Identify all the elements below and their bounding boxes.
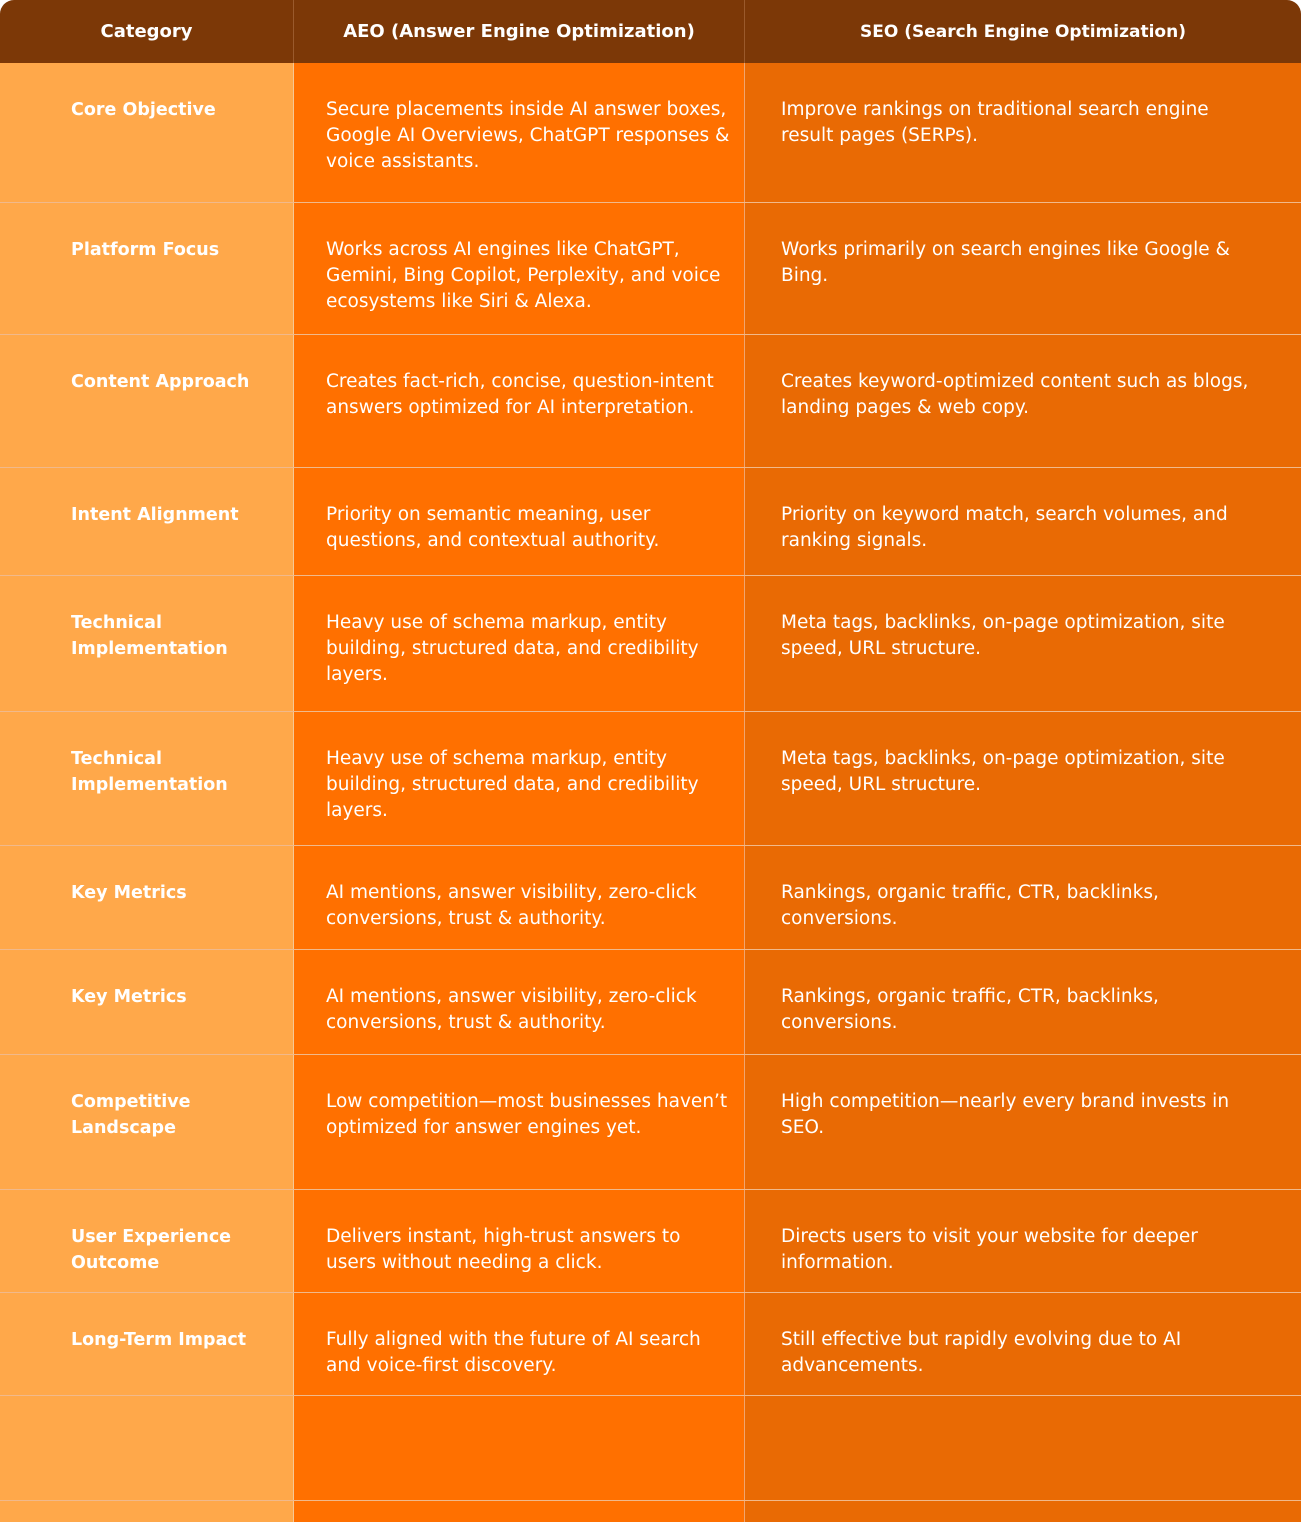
row-aeo: Delivers instant, high-trust answers to users without needing a click. (294, 1190, 745, 1292)
table-row (0, 1190, 1301, 1293)
row-seo: High competition—nearly every brand invests in SEO. (745, 1055, 1301, 1189)
row-aeo: AI mentions, answer visibility, zero-click conversions, trust & authority. (294, 846, 745, 949)
row-aeo: AI mentions, answer visibility, zero-click conversions, trust & authority. (294, 950, 745, 1054)
row-category: Long-Term Impact (0, 1293, 294, 1395)
row-category: Core Objective (0, 63, 294, 202)
row-seo (745, 1396, 1301, 1500)
row-category: Key Metrics (0, 846, 294, 949)
row-aeo: Heavy use of schema markup, entity building, structured data, and credibility layers. (294, 576, 745, 711)
header-aeo: AEO (Answer Engine Optimization) (294, 0, 745, 63)
row-seo (745, 1501, 1301, 1522)
table-header (0, 0, 1301, 63)
table-row (0, 576, 1301, 712)
table-row (0, 203, 1301, 335)
row-aeo: Low competition—most businesses haven’t optimized for answer engines yet. (294, 1055, 745, 1189)
table-row (0, 63, 1301, 203)
table-row (0, 1396, 1301, 1501)
table-row (0, 335, 1301, 468)
row-aeo (294, 1396, 745, 1500)
row-category (0, 1396, 294, 1500)
table-row (0, 468, 1301, 576)
row-aeo: Creates fact-rich, concise, question-intent answers optimized for AI interpretation. (294, 335, 745, 467)
row-category: Key Metrics (0, 950, 294, 1054)
table-row (0, 846, 1301, 950)
row-seo: Priority on keyword match, search volumes, and ranking signals. (745, 468, 1301, 575)
row-category: Intent Alignment (0, 468, 294, 575)
row-seo: Rankings, organic traffic, CTR, backlinks, conversions. (745, 950, 1301, 1054)
table-row (0, 1055, 1301, 1190)
table-row (0, 950, 1301, 1055)
row-seo: Improve rankings on traditional search engine result pages (SERPs). (745, 63, 1301, 202)
row-category: User Experience Outcome (0, 1190, 294, 1292)
row-seo: Creates keyword-optimized content such as blogs, landing pages & web copy. (745, 335, 1301, 467)
row-category: Technical Implementation (0, 712, 294, 845)
row-category (0, 1501, 294, 1522)
row-seo: Directs users to visit your website for deeper information. (745, 1190, 1301, 1292)
row-aeo (294, 1501, 745, 1522)
row-aeo: Works across AI engines like ChatGPT, Gemini, Bing Copilot, Perplexity, and voice ecosystems like Siri & Alexa. (294, 203, 745, 334)
row-seo: Meta tags, backlinks, on-page optimization, site speed, URL structure. (745, 576, 1301, 711)
row-category: Technical Implementation (0, 576, 294, 711)
row-aeo: Heavy use of schema markup, entity building, structured data, and credibility layers. (294, 712, 745, 845)
table-row (0, 1293, 1301, 1396)
row-category: Platform Focus (0, 203, 294, 334)
table-row (0, 1501, 1301, 1522)
row-aeo: Fully aligned with the future of AI search and voice-first discovery. (294, 1293, 745, 1395)
header-seo: SEO (Search Engine Optimization) (860, 21, 1186, 42)
header-category: Category (0, 0, 294, 63)
row-seo: Still effective but rapidly evolving due to AI advancements. (745, 1293, 1301, 1395)
row-seo: Works primarily on search engines like Google & Bing. (745, 203, 1301, 334)
row-category: Competitive Landscape (0, 1055, 294, 1189)
row-aeo: Secure placements inside AI answer boxes, Google AI Overviews, ChatGPT responses & voice assistants. (294, 63, 745, 202)
row-seo: Meta tags, backlinks, on-page optimization, site speed, URL structure. (745, 712, 1301, 845)
row-aeo: Priority on semantic meaning, user questions, and contextual authority. (294, 468, 745, 575)
table-row (0, 712, 1301, 846)
row-category: Content Approach (0, 335, 294, 467)
row-seo: Rankings, organic traffic, CTR, backlinks, conversions. (745, 846, 1301, 949)
